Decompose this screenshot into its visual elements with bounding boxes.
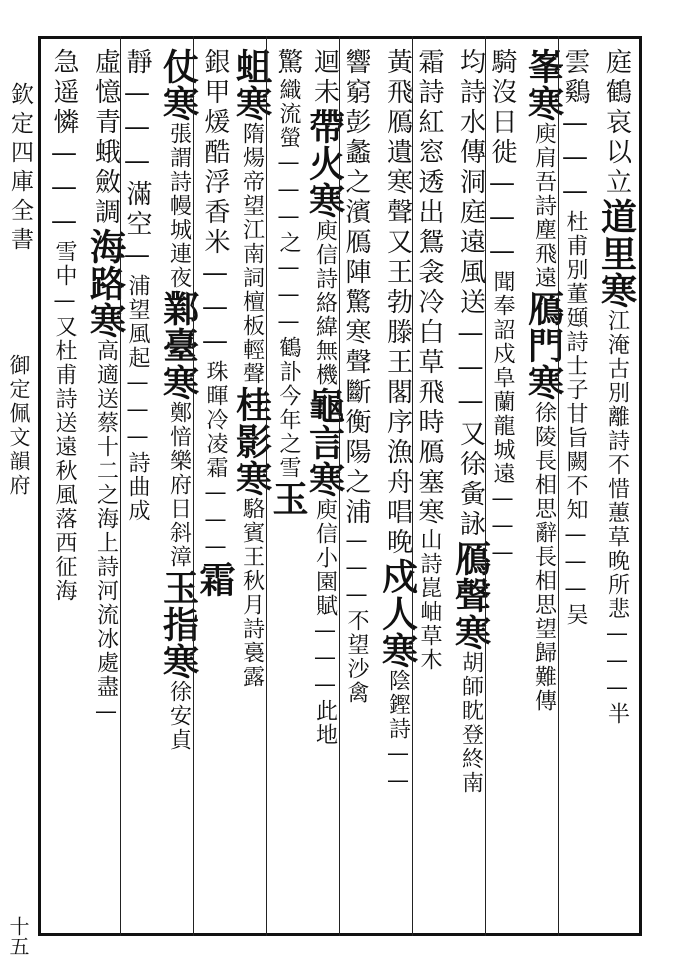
headword: 玉	[267, 480, 309, 517]
annotation-text: 銀甲煖酷浮香米———	[200, 48, 230, 360]
annotation-text: 駱賓王秋月詩裛露	[239, 497, 265, 689]
annotation-text: 急遥憐———	[49, 48, 79, 240]
annotation-text: 詩曲成	[125, 451, 150, 523]
headword: 帶火寒	[303, 108, 346, 219]
headword: 桂影寒	[230, 386, 273, 497]
annotation-text: 張謂詩幔城連夜	[166, 122, 192, 290]
text-column	[157, 48, 200, 752]
folio-number: 十五	[6, 916, 30, 956]
annotation-text: 迴未	[309, 48, 340, 108]
annotation-text: 徐安貞	[166, 680, 192, 752]
text-column	[51, 48, 77, 603]
annotation-text: 之———鶴訃今年之雪	[276, 231, 301, 480]
annotation-text: 庾信詩絡緯無機	[312, 219, 338, 387]
annotation-text: ———不望沙禽	[344, 528, 369, 705]
annotation-text: 陰鏗詩——	[385, 669, 411, 795]
headword: 鴈聲寒	[449, 540, 492, 651]
headword: 戍人寒	[376, 558, 419, 669]
annotation-text: 騎沒日徙———	[487, 48, 517, 270]
annotation-text: 靜———滿空—	[122, 48, 152, 274]
annotation-text: 高適送蔡十二之海上詩河流冰處盡—	[93, 339, 119, 726]
headword: 鴈門寒	[522, 290, 565, 401]
text-column	[343, 48, 369, 705]
annotation-text: 江淹古別離詩不惜蕙草晚所悲———半	[604, 309, 630, 726]
column-rule	[339, 36, 340, 936]
text-column	[84, 48, 127, 726]
annotation-text: 黃飛鴈遺寒聲又王勃滕王閣序漁舟唱晚	[382, 48, 413, 558]
headword: 鄴臺寒	[157, 290, 200, 401]
book-title: 欽定四庫全書	[7, 82, 33, 256]
annotation-text: 山詩崑岫草木	[417, 528, 442, 672]
headword: 仗寒	[157, 48, 200, 122]
column-rule	[193, 36, 194, 936]
text-column	[416, 48, 442, 672]
annotation-text: 杜甫別董頲詩士子甘旨闕不知———吴	[563, 210, 588, 627]
text-column	[522, 48, 565, 713]
text-column	[124, 48, 150, 523]
text-column	[194, 48, 236, 598]
annotation-text: 庭鶴哀以立	[601, 48, 632, 198]
annotation-text: 胡師眈登終南	[458, 651, 484, 795]
annotation-text: 鄭愔樂府日斜漳	[166, 401, 192, 569]
headword: 道里寒	[595, 198, 638, 309]
annotation-text: 響窮彭蠡之濱鴈陣驚寒聲斷衡陽之浦	[341, 48, 371, 528]
column-rule	[485, 36, 486, 936]
headword: 峯寒	[522, 48, 565, 122]
column-rule	[266, 36, 267, 936]
annotation-text: 浦望風起———	[125, 274, 150, 451]
annotation-text: 雲鷄———	[560, 48, 590, 210]
text-column	[267, 48, 309, 517]
headword: 蛆寒	[230, 48, 273, 122]
headword: 玉指寒	[157, 569, 200, 680]
annotation-text: 雪中—又杜甫詩送遠秋風落西征海	[52, 240, 77, 603]
text-column	[303, 48, 346, 747]
text-column	[230, 48, 273, 689]
column-rule	[412, 36, 413, 936]
annotation-text: 庾肩吾詩塵飛遠	[531, 122, 557, 290]
annotation-text: 隋煬帝望江南詞檀板輕聲	[239, 122, 265, 386]
annotation-text: 徐陵長相思辭長相思望歸難傳	[531, 401, 557, 713]
annotation-text: 聞奉詔戍阜蘭龍城遠———	[490, 270, 515, 567]
column-rule	[120, 36, 121, 936]
margin-header	[0, 36, 36, 956]
annotation-text: 霜詩紅窓透出鴛衾冷白草飛時鴈塞寒	[414, 48, 444, 528]
headword: 龜言寒	[303, 387, 346, 498]
annotation-text: 均詩水傳洞庭遠風送———又徐夤詠	[455, 48, 486, 540]
text-column	[562, 48, 588, 627]
annotation-text: 織流螢———	[276, 78, 301, 231]
text-column	[595, 48, 638, 726]
column-rule	[558, 36, 559, 936]
headword: 海路寒	[84, 228, 127, 339]
volume-title: 御定佩文韻府	[7, 354, 31, 498]
text-column	[489, 48, 515, 567]
annotation-text: 珠暉冷凌霜———	[203, 360, 228, 561]
text-column	[449, 48, 492, 795]
annotation-text: 虛憶青蛾斂調	[90, 48, 121, 228]
text-column	[376, 48, 419, 795]
annotation-text: 驚	[273, 48, 303, 78]
annotation-text: 庾信小園賦———此地	[312, 498, 338, 747]
headword: 霜	[194, 561, 236, 598]
